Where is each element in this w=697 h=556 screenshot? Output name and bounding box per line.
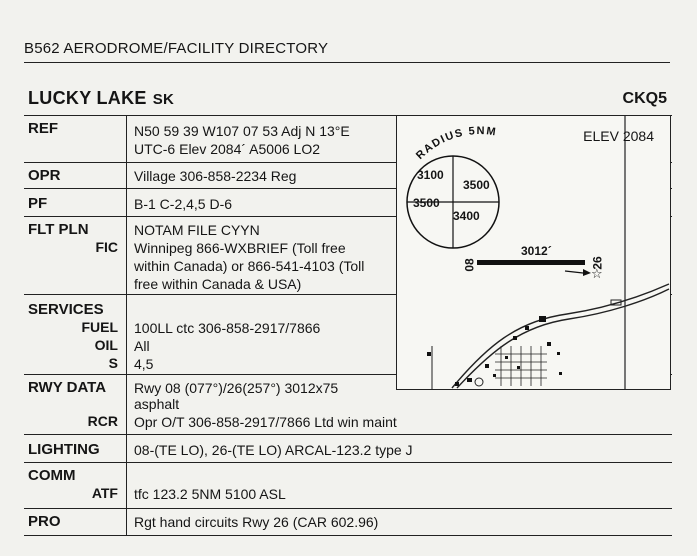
aerodrome-star: ☆	[591, 267, 603, 282]
flt-pln-label: FLT PLN	[28, 221, 89, 238]
town-grid	[495, 346, 547, 386]
opr-value: Village 306-858-2234 Reg	[134, 168, 297, 184]
rwy-data-line1: Rwy 08 (077°)/26(257°) 3012x75	[134, 380, 339, 396]
town-buildings	[427, 316, 562, 386]
fic-line2: within Canada) or 866-541-4103 (Toll	[134, 258, 365, 274]
lighting-label: LIGHTING	[28, 441, 100, 458]
pro-label: PRO	[28, 513, 61, 530]
province: SK	[152, 91, 175, 108]
oil-label: OIL	[94, 337, 118, 353]
flt-pln-notam: NOTAM FILE CYYN	[134, 222, 260, 238]
lighting-value: 08-(TE LO), 26-(TE LO) ARCAL-123.2 type J	[134, 442, 413, 458]
atf-value: tfc 123.2 5NM 5100 ASL	[134, 486, 286, 502]
pro-row	[24, 508, 672, 536]
comm-row	[24, 462, 672, 507]
fic-line3: free within Canada & USA)	[134, 276, 302, 292]
ref-label: REF	[28, 120, 58, 137]
bottom-rule	[24, 535, 672, 536]
fuel-label: FUEL	[81, 319, 118, 335]
comm-label: COMM	[28, 467, 76, 484]
fic-label: FIC	[95, 239, 118, 255]
services-label: SERVICES	[28, 301, 104, 318]
ref-line1: N50 59 39 W107 07 53 Adj N 13°E	[134, 123, 350, 139]
atf-label: ATF	[91, 485, 118, 501]
diagram-elev: ELEV 2084	[583, 128, 654, 144]
lighting-row	[24, 434, 672, 463]
rwy-data-label: RWY DATA	[28, 379, 107, 396]
s-value: 4,5	[134, 356, 154, 372]
pf-value: B-1 C-2,4,5 D-6	[134, 196, 233, 212]
oil-value: All	[134, 338, 150, 354]
rcr-value: Opr O/T 306-858-2917/7866 Ltd win maint	[134, 414, 397, 430]
aerodrome-ident: CKQ5	[622, 90, 667, 107]
water-tower	[475, 378, 483, 386]
sector-ne: 3500	[463, 178, 490, 192]
ref-line2: UTC-6 Elev 2084´ A5006 LO2	[134, 141, 320, 157]
sector-nw: 3100	[417, 168, 444, 182]
aerodrome-name-text: LUCKY LAKE	[28, 88, 147, 108]
header-rule	[24, 62, 670, 63]
opr-label: OPR	[28, 167, 61, 184]
s-label: S	[108, 355, 118, 371]
sector-sw: 3500	[413, 196, 440, 210]
sector-se: 3400	[453, 209, 480, 223]
rcr-label: RCR	[87, 413, 118, 429]
runway-length: 3012´	[521, 244, 552, 258]
page-header: B562 AERODROME/FACILITY DIRECTORY	[24, 40, 329, 57]
arrow-line	[565, 271, 583, 273]
aerodrome-name	[28, 88, 174, 109]
aerodrome-diagram	[396, 115, 671, 390]
pf-label: PF	[28, 195, 48, 212]
fic-line1: Winnipeg 866-WXBRIEF (Toll free	[134, 240, 346, 256]
arrow-head	[583, 269, 591, 276]
runway	[477, 260, 585, 265]
pro-value: Rgt hand circuits Rwy 26 (CAR 602.96)	[134, 514, 379, 530]
runway-26-label: 26	[590, 256, 605, 270]
road-2	[457, 289, 669, 388]
fuel-value: 100LL ctc 306-858-2917/7866	[134, 320, 321, 336]
label-column-divider	[126, 115, 127, 535]
runway-08-label: 08	[462, 258, 477, 272]
rwy-data-line2: asphalt	[134, 396, 180, 412]
radius-label-path: RADIUS 5NM	[413, 125, 498, 162]
